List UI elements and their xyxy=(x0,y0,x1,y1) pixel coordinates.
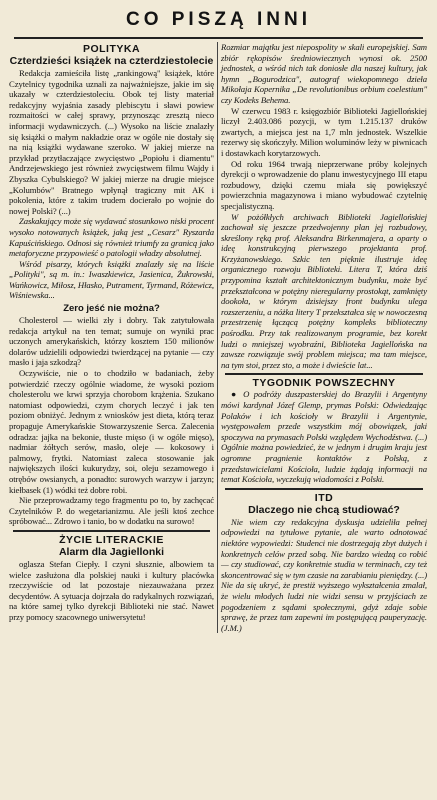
jagiellonka-paragraph-3: Od roku 1964 trwają nieprzerwane próby kolejnych dyrekcji o wprowadzenie do planu inwestycyjnego III etapu rozbudowy, dzięki czemu miała się powiększyć powierzchnia magazynowa i miano wybudować czytelnię specjalistyczną. xyxy=(221,158,427,211)
polityka-headline: Czterdzieści książek na czterdziestolecie xyxy=(9,55,214,67)
cholesterol-paragraph-1: Cholesterol — wielki zły i dobry. Tak zatytułowała redakcja artykuł na ten temat; sumuje on wyniki prac uczonych amerykańskich, którzy kosztem 150 milionów dolarów udzielili odpowiedzi twierdzącej na pytanie — czy masło i jaja szkodzą? xyxy=(9,315,214,368)
polityka-kicker: POLITYKA xyxy=(82,43,141,55)
left-column xyxy=(6,42,218,633)
polityka-paragraph-1: Redakcja zamieściła listę „rankingową" książek, które Czytelnicy tygodnika uznali za najważniejsze, jakie im się ukazały w czterdziestoleciu. Obok tej listy materiał redakcyjny wyjaśnia zasady plebiscytu i sławi powiew rozmaitości w całej sprawy, przynosząc zresztą nieco informacji wydawniczych. (...) Wysoko na liście znalazły się książki o małym nakładzie oraz w ogóle nie dostały się na nią książki wydawane szeroko. W jakiej mierze na przykład przytłaczające zwycięstwo „Popiołu i diamentu" Andrzejewskiego jest również zwycięstwem filmu Wajdy i Zbyszka Cybulskiego? W jakiej mierze na drugie miejsce „Kolumbów" Bratnego wpłynął tragiczny mit AK i pokolenia, które z takim trudem docierało po wojnie do nowej Polski? (...) xyxy=(9,68,214,216)
section-masthead: CO PISZĄ INNI xyxy=(125,9,311,30)
itd-headline: Dlaczego nie chcą studiować? xyxy=(248,503,400,516)
cholesterol-subhead: Zero jeść nie można? xyxy=(63,303,160,315)
cholesterol-paragraph-2: Oczywiście, nie o to chodziło w badaniach, żeby potwierdzić rzeczy ogólnie wiadome, że wysoki poziom cholesterolu we krwi sprzyja chorobom krążenia. Szukano natomiast odpowiedzi, czym chorych leczyć i jak ten poziom obniżyć. Jednym z wniosków jest dieta, którą teraz propaguje Amerykańskie Stowarzyszenie Serca. Zalecenia odradza: jajka na bekonie, tłuste mięso (i w ogóle mięso), nadmiar żółtych serów, masło, oleje — kokosowy i palmowy, frytki. Natomiast zaleca stosowanie jak największych ilości kukurydzy, soi, oleju sezamowego i otrębów owsianych, a ponadto: surowych warzyw i jarzyn; kiełbasek (1) wódki też dobre robi. xyxy=(9,368,214,495)
polityka-paragraph-3: Wśród pisarzy, których książki znalazły się na liście „Polityki", są m. in.: Iwaszkiewicz, Jasienica, Żukrowski, Wańkowicz, Miłosz, Hłasko, Putrament, Tyrmand, Różewicz, Wiśniewska... xyxy=(9,258,214,301)
tygodnik-powszechny-paragraph: ● O podróży duszpasterskiej do Brazylii i Argentyny mówi kardynał Józef Glemp, prymas Polski: Odwiedzając Polaków i ich kościoły w Brazylii i Argentynie, występowałem przede wszystkim mój obowiązek, jaki spoczywa na prymasach Polski względem Wychodźstwa. (...) Ogólnie można powiedzieć, że w jednym i drugim kraju jest ogromne pragnienie kontaktów z Polską, z przedstawicielami Kościoła, ludzie żądają informacji na temat Kościoła, wyczekują wiadomości z Polski. xyxy=(221,389,427,485)
itd-paragraph: Nie wiem czy redakcyjna dyskusja udzieliła pełnej odpowiedzi na tytułowe pytanie, ale warto odnotować niektóre wypowiedzi: Studenci nie dostrzegają zbyt dużych i konkretnych celów przed sobą. Nie bardzo wiedzą co robić — czy studiować, czy konkretnie studia w terminach, czy też skoncentrować się w tym czasie na zarabianiu pieniędzy. (...) Nie da się ukryć, że prestiż wyższego wykształcenia zmalał, że wielu młodych ludzi nie widzi sensu w przyjściach ze pogodzeniem z sądami społecznymi, gdyż zdaje sobie sprawę, że przez tam zapewni im postępującą pauperyzację. (J.M.) xyxy=(221,516,427,633)
zycie-literackie-headline: Alarm dla Jagiellonki xyxy=(58,545,165,558)
section-divider xyxy=(225,488,423,490)
article-columns xyxy=(6,42,431,633)
jagiellonka-paragraph-4: W pożółkłych archiwach Biblioteki Jagiellońskiej zachował się jeszcze przedwojenny plan jej rozbudowy, skreślony ręką prof. Aleksandra Birkenmajera, a oparty o ideę konstrukcyjną pierwszego projektanta prof. Krzyżanowskiego. Szkic ten pięknie ilustruje ideę organicznego rozwoju Biblioteki. Litera T, która dziś przypomina kształt architektonicznym budynku, może być przekształcona w potężny nieregularny prostokąt, zamknięty dookoła, w którym dzisiejszy front budynku ulega rozszerzeniu, a nóżka litery T przekształca się w nowoczesną przestrzenię łączącą potężny kompleks biblioteczny pośrodku. Przy tak realizowanym programie, bez korekt ludzi o mniejszej wyobraźni, Biblioteka Jagiellońska na zawsze rozwiązuje swój problem miejsca; ma tam miejsce, na tym stoi, przez sto, a może i dwieście lat... xyxy=(221,211,427,370)
jagiellonka-paragraph-1: Rozmiar majątku jest niepospolity w skali europejskiej. Sam zbiór rękopisów średniowiecznych wynosi ok. 2500 jednostek, a wśród nich tak doniosłe dla naszej kultury, jak hymn „Bogurodzica", autograf wiekopomnego dzieła Mikołaja Kopernika „De revolutionibus orbium coelestium" czy Kodeks Behema. xyxy=(221,42,427,105)
polityka-paragraph-2: Zaskakujący może się wydawać stosunkowo niski procent wysoko notowanych książek, jaką jest „Cesarz" Ryszarda Kapuścińskiego. Odnosi się również triumfy za granicą jako metaforyczne przypowieść o patologii władzy absolutnej. xyxy=(9,216,214,259)
section-divider xyxy=(225,373,423,375)
right-column xyxy=(218,42,430,633)
masthead-rule xyxy=(14,37,423,39)
zycie-literackie-kicker: ŻYCIE LITERACKIE xyxy=(59,533,164,546)
itd-kicker: ITD xyxy=(314,491,334,504)
zycie-literackie-paragraph: oglasza Stefan Ciepły. I czyni słusznie, albowiem ta wielce zasłużona dla polskiej nauki i kultury placówka rzeczywiście od lat pozostaje niezauważana przez decydentów. A sytuacja dojrzała do radykalnych rozwiązań, na które samej tylko dyrekcji Biblioteki nie stać. Nawet przy pomocy szacownego uniwersytetu! xyxy=(9,558,214,622)
jagiellonka-paragraph-2: W czerwcu 1983 r. księgozbiór Biblioteki Jagiellońskiej liczył 2.403.086 pozycji, w tym 1.215.137 druków zwartych, a miejsca jest na 1,7 mln jednostek. Wszelkie rezerwy się skończyły. Milion woluminów leży w piwnicach i dostawkach korytarzowych. xyxy=(221,105,427,158)
section-divider xyxy=(13,530,210,532)
tygodnik-powszechny-kicker: TYGODNIK POWSZECHNY xyxy=(252,377,396,390)
cholesterol-paragraph-3: Nie przeprowadzamy tego fragmentu po to, by zachęcać Czytelników P. do wegetarianizmu. Ale jeśli ktoś zechce spróbować... Zdrowo i tanio, bo w dodatku na surowo! xyxy=(9,495,214,527)
